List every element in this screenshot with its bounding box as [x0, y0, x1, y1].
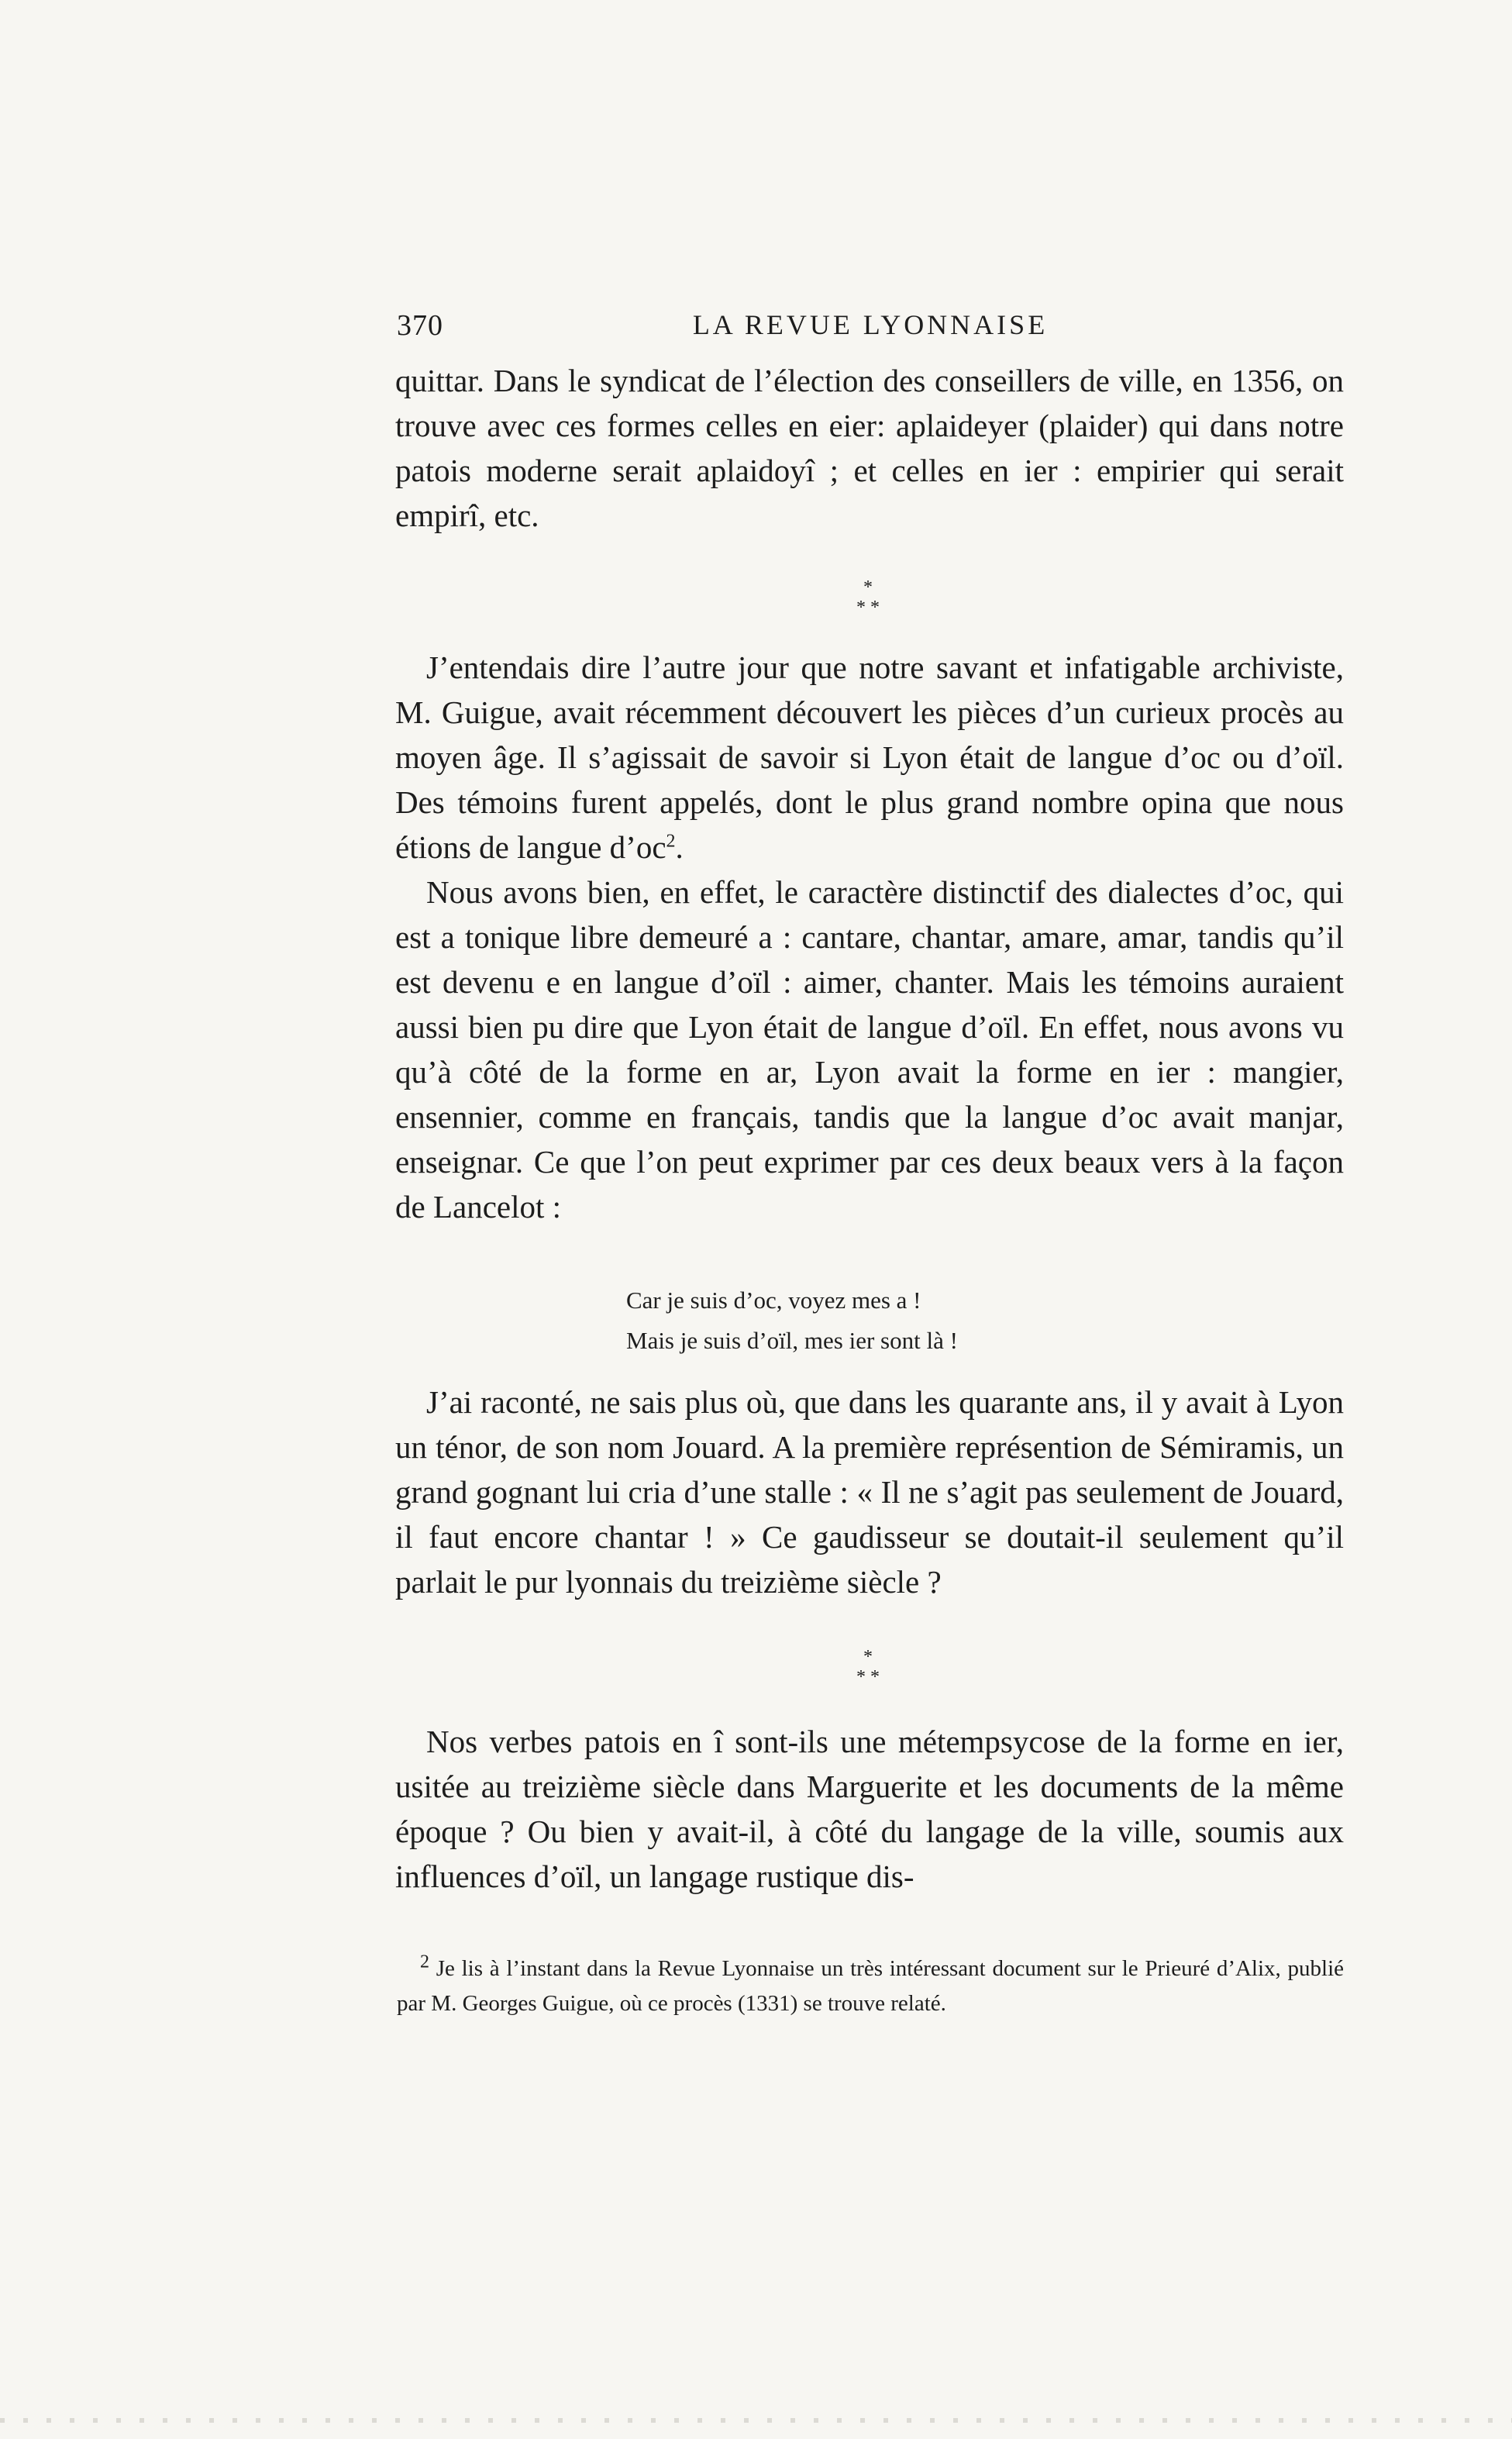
asterism-top: *: [863, 1647, 873, 1667]
paragraph-end: .: [675, 829, 684, 865]
paragraph-langue-doc: [395, 645, 1344, 1229]
page-number: 370: [397, 309, 443, 342]
paragraph-body: J’entendais dire l’autre jour que notre savant et infatigable archiviste, M. Guigue, avait récemment découvert les pièces d’un curieux procès au moyen âge. Il s’agissait de savoir si Lyon était de langue d’oc ou d’oïl. Des témoins furent appelés, dont le plus grand nombre opina que nous étions de langue d’oc: [395, 649, 1344, 865]
paragraph-text: [395, 645, 1344, 870]
asterism-bottom: * *: [856, 598, 880, 618]
paragraph-text: J’ai raconté, ne sais plus où, que dans les quarante ans, il y avait à Lyon un ténor, de son nom Jouard. A la première représention de Sémiramis, un grand gognant lui cria d’une stalle : « Il ne s’agit pas seulement de Jouard, il faut encore chantar ! » Ce gaudisseur se doutait-il seulement qu’il parlait le pur lyonnais du treizième siècle ?: [395, 1384, 1344, 1600]
footnote: [397, 1952, 1344, 2021]
asterism-bottom: * *: [856, 1667, 880, 1687]
verse-line: Mais je suis d’oïl, mes ier sont là !: [626, 1327, 958, 1354]
footnote-body: Je lis à l’instant dans la Revue Lyonnaise un très intéressant document sur le Prieuré d’Alix, publié par M. Georges Guigue, où ce procès (1331) se trouve relaté.: [397, 1956, 1345, 2016]
section-separator: [814, 577, 922, 618]
paragraph-jouard: [395, 1380, 1344, 1604]
paragraph-text: Nos verbes patois en î sont-ils une métempsycose de la forme en ier, usitée au treizième siècle dans Marguerite et les documents de la même époque ? Ou bien y avait-il, à côté du langage de la ville, soumis aux influences d’oïl, un langage rustique dis-: [395, 1724, 1344, 1894]
verse-quote: [626, 1280, 1246, 1361]
asterism-top: *: [863, 577, 873, 598]
footnote-marker: 2: [420, 1952, 429, 1972]
paragraph-verbes-patois: [395, 1719, 1344, 1899]
running-title: LA REVUE LYONNAISE: [692, 309, 1049, 340]
paragraph-text: quittar. Dans le syndicat de l’élection des conseillers de ville, en 1356, on trouve avec ces formes celles en eier: aplaideyer (plaider) qui dans notre patois moderne serait aplaidoyî ; et celles en ier : empirier qui serait empirî, etc.: [395, 363, 1344, 533]
footnote-text: [397, 1952, 1344, 2021]
section-separator: [814, 1647, 922, 1687]
paragraph-text: Nous avons bien, en effet, le caractère distinctif des dialectes d’oc, qui est a tonique libre demeuré a : cantare, chantar, amare, amar, tandis qu’il est devenu e en langue d’oïl : aimer, chanter. Mais les témoins auraient aussi bien pu dire que Lyon était de langue d’oïl. En effet, nous avons vu qu’à côté de la forme en ar, Lyon avait la forme en ier : mangier, ensennier, comme en français, tandis que la langue d’oc avait manjar, enseignar. Ce que l’on peut exprimer par ces deux beaux vers à la façon de Lancelot :: [395, 874, 1344, 1225]
paragraph-quittar: [395, 358, 1344, 538]
page-header: [397, 308, 1344, 350]
footnote-reference: 2: [666, 831, 676, 852]
verse-line: Car je suis d’oc, voyez mes a !: [626, 1287, 921, 1314]
scan-edge-marks: [0, 2418, 1512, 2423]
